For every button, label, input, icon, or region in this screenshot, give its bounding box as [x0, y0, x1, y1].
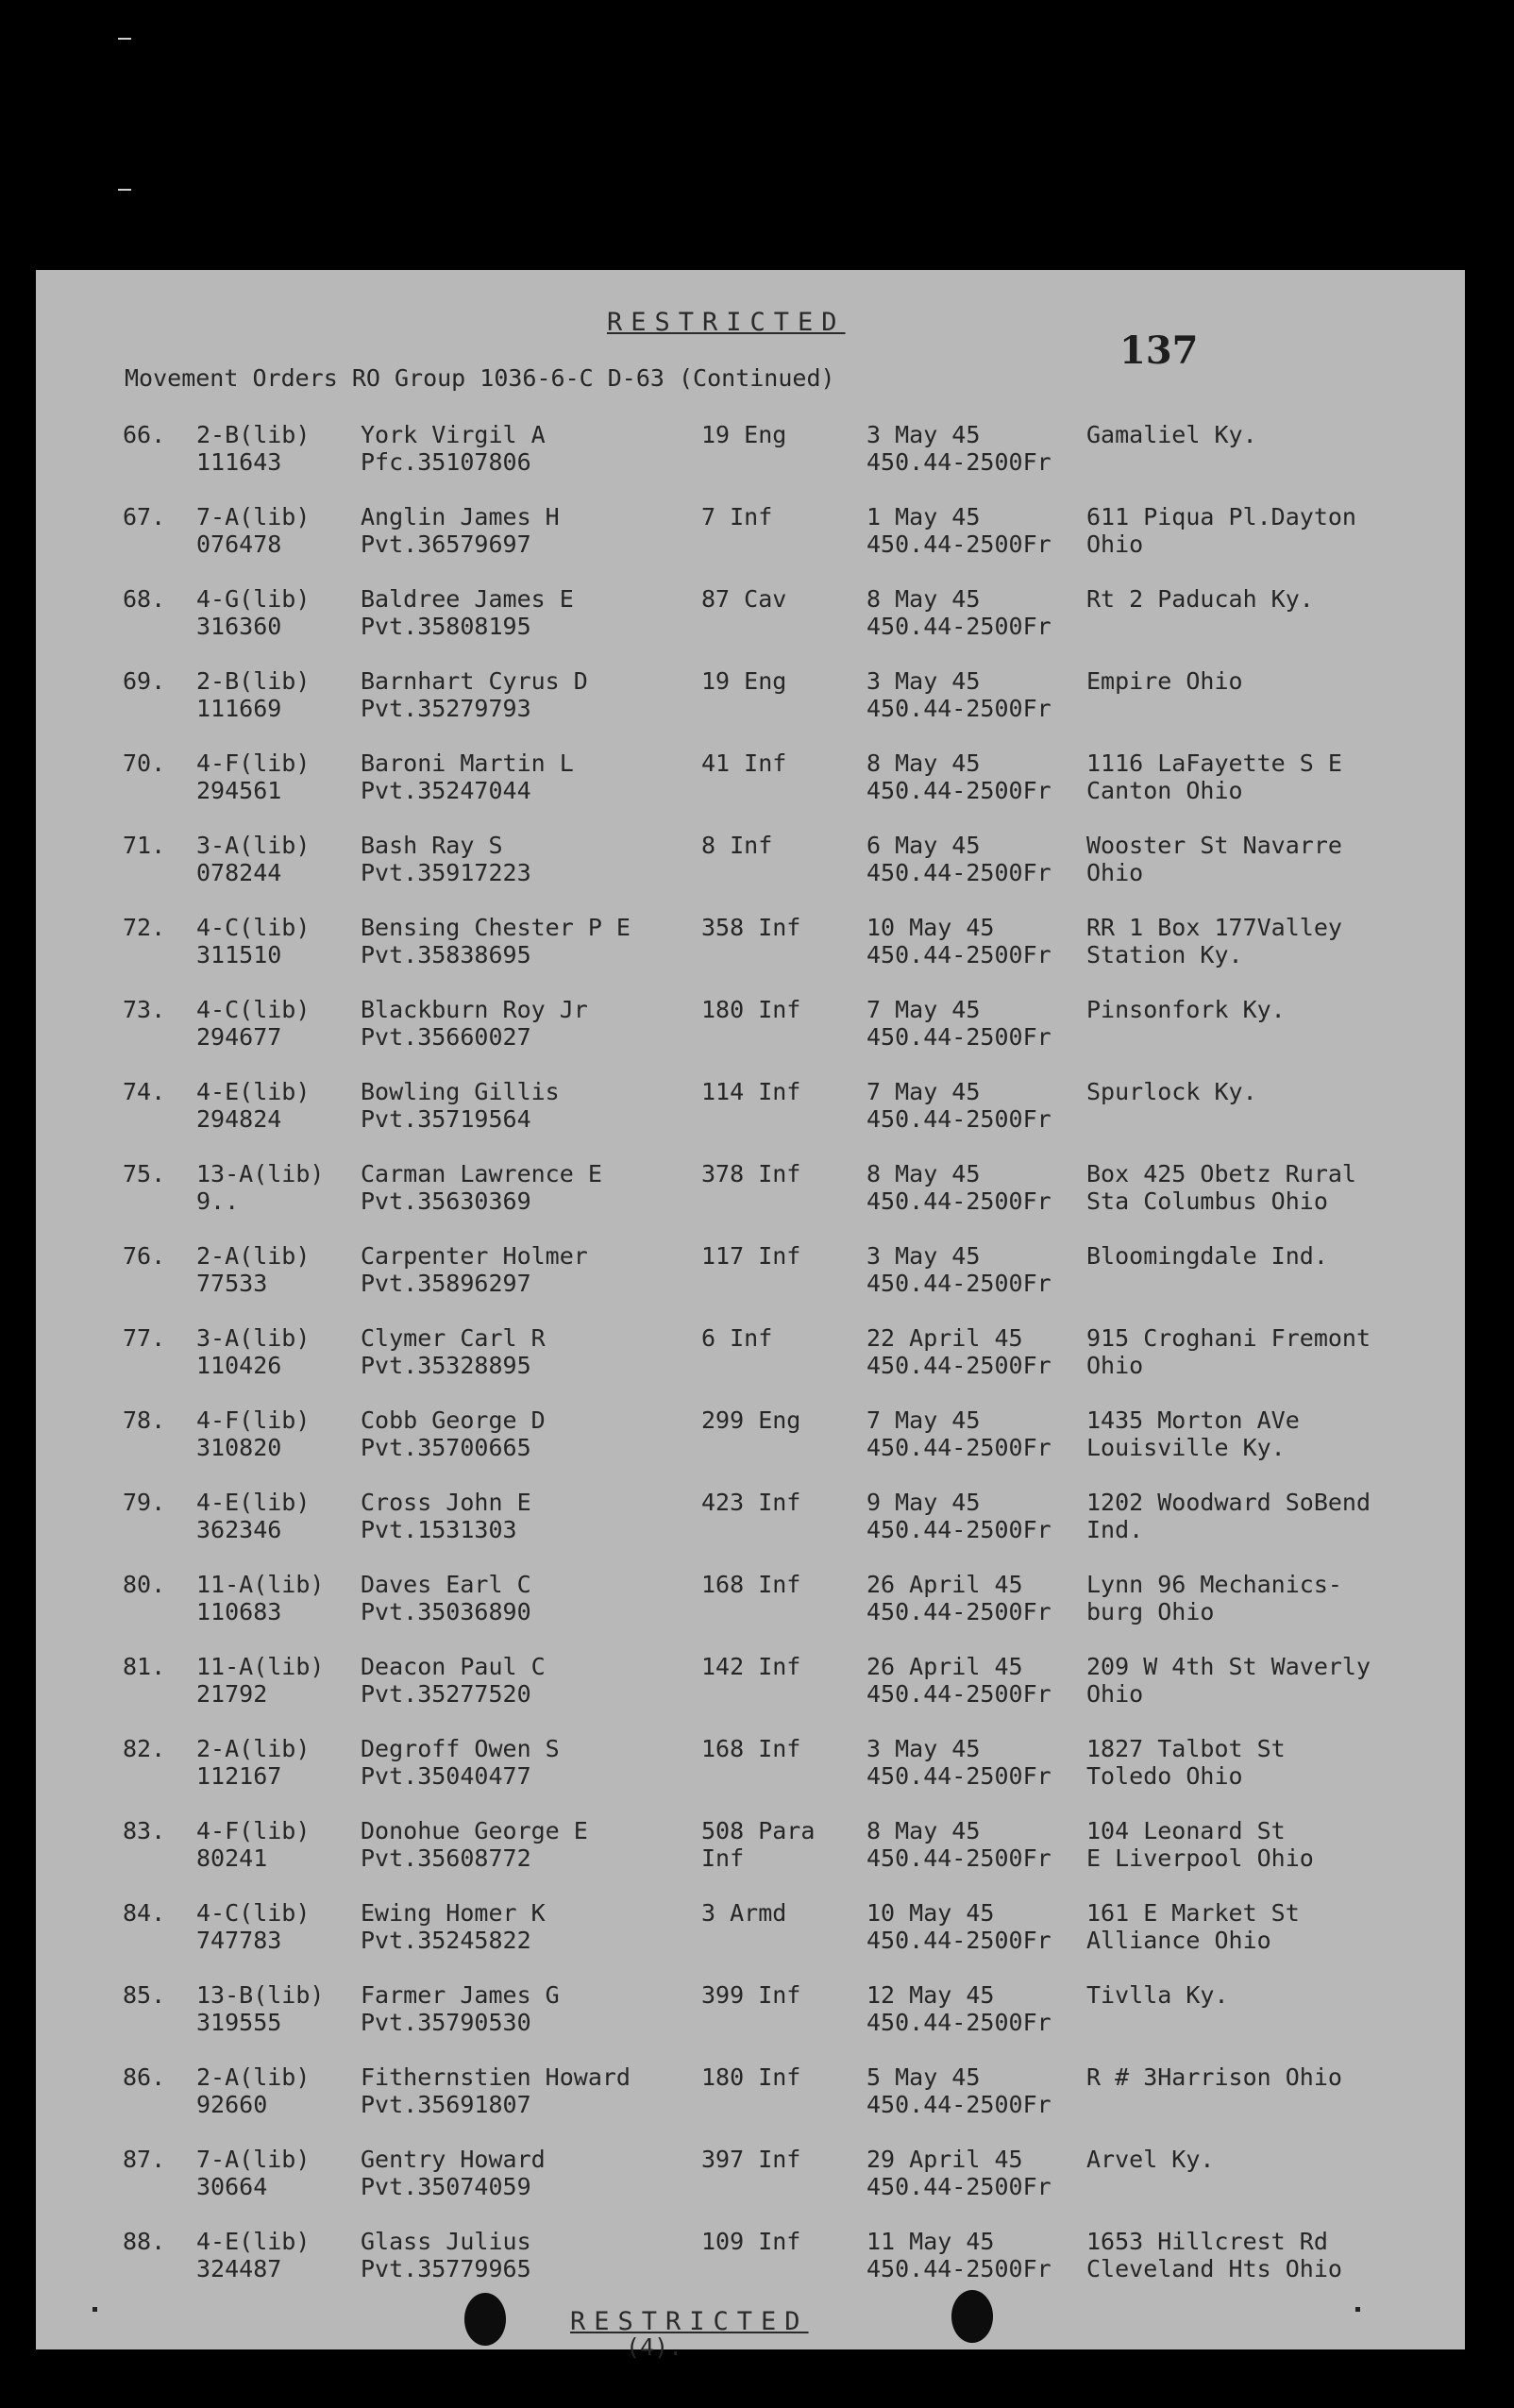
company-serial: 110426: [196, 1352, 282, 1379]
shipment-code: 450.44-2500Fr: [866, 2091, 1051, 2118]
home-address-line1: Wooster St Navarre: [1086, 832, 1342, 859]
entry-number: 68.: [123, 585, 166, 613]
roster-row: [36, 2063, 1465, 2146]
entry-number: 69.: [123, 667, 166, 695]
entry-number: 75.: [123, 1160, 166, 1187]
soldier-name: Ewing Homer K: [361, 1899, 546, 1927]
roster-row: [36, 667, 1465, 749]
home-address-line1: 1827 Talbot St: [1086, 1735, 1286, 1762]
unit-designation: 114 Inf: [701, 1078, 801, 1105]
entry-number: 88.: [123, 2228, 166, 2255]
company-serial: 110683: [196, 1598, 282, 1625]
shipment-code: 450.44-2500Fr: [866, 1434, 1051, 1461]
date-entry: 12 May 45: [866, 1981, 995, 2009]
home-address-line1: RR 1 Box 177Valley: [1086, 914, 1342, 941]
entry-number: 83.: [123, 1817, 166, 1844]
company-code: 13-A(lib): [196, 1160, 325, 1187]
company-code: 2-B(lib): [196, 667, 311, 695]
company-code: 4-C(lib): [196, 914, 311, 941]
rank-service-number: Pvt.35277520: [361, 1680, 531, 1708]
header-classification: RESTRICTED: [607, 308, 846, 337]
date-entry: 3 May 45: [866, 667, 981, 695]
home-address-line1: 209 W 4th St Waverly: [1086, 1653, 1371, 1680]
company-serial: 316360: [196, 613, 282, 640]
roster-row: [36, 1817, 1465, 1899]
roster-row: [36, 914, 1465, 996]
soldier-name: York Virgil A: [361, 421, 546, 448]
company-serial: 111643: [196, 448, 282, 476]
home-address-line2: Ind.: [1086, 1516, 1144, 1543]
company-serial: 311510: [196, 941, 282, 968]
home-address-line1: Arvel Ky.: [1086, 2146, 1215, 2173]
company-code: 11-A(lib): [196, 1571, 325, 1598]
home-address-line2: Station Ky.: [1086, 941, 1243, 968]
shipment-code: 450.44-2500Fr: [866, 1598, 1051, 1625]
home-address-line2: Louisville Ky.: [1086, 1434, 1286, 1461]
unit-designation: 399 Inf: [701, 1981, 801, 2009]
shipment-code: 450.44-2500Fr: [866, 1516, 1051, 1543]
company-serial: 319555: [196, 2009, 282, 2036]
entry-number: 74.: [123, 1078, 166, 1105]
shipment-code: 450.44-2500Fr: [866, 1352, 1051, 1379]
soldier-name: Farmer James G: [361, 1981, 560, 2009]
rank-service-number: Pvt.35328895: [361, 1352, 531, 1379]
soldier-name: Cross John E: [361, 1489, 531, 1516]
date-entry: 1 May 45: [866, 503, 981, 530]
home-address-line2: Canton Ohio: [1086, 777, 1243, 804]
company-serial: 112167: [196, 1762, 282, 1790]
entry-number: 80.: [123, 1571, 166, 1598]
unit-designation: 397 Inf: [701, 2146, 801, 2173]
shipment-code: 450.44-2500Fr: [866, 1187, 1051, 1215]
unit-designation: 87 Cav: [701, 585, 787, 613]
roster-list: [36, 421, 1465, 2310]
company-code: 4-F(lib): [196, 1406, 311, 1434]
entry-number: 81.: [123, 1653, 166, 1680]
document-page: [36, 270, 1465, 2361]
entry-number: 72.: [123, 914, 166, 941]
home-address-line2: Ohio: [1086, 859, 1144, 886]
home-address-line1: 161 E Market St: [1086, 1899, 1300, 1927]
roster-row: [36, 1242, 1465, 1324]
roster-row: [36, 1653, 1465, 1735]
soldier-name: Glass Julius: [361, 2228, 531, 2255]
roster-row: [36, 1160, 1465, 1242]
rank-service-number: Pvt.35719564: [361, 1105, 531, 1133]
shipment-code: 450.44-2500Fr: [866, 1270, 1051, 1297]
footer-classification: RESTRICTED: [570, 2307, 809, 2336]
rank-service-number: Pvt.35279793: [361, 695, 531, 722]
soldier-name: Barnhart Cyrus D: [361, 667, 588, 695]
rank-service-number: Pvt.1531303: [361, 1516, 517, 1543]
roster-row: [36, 1078, 1465, 1160]
rank-service-number: Pvt.35779965: [361, 2255, 531, 2282]
date-entry: 10 May 45: [866, 914, 995, 941]
shipment-code: 450.44-2500Fr: [866, 777, 1051, 804]
rank-service-number: Pvt.35896297: [361, 1270, 531, 1297]
date-entry: 3 May 45: [866, 1242, 981, 1270]
company-code: 4-C(lib): [196, 1899, 311, 1927]
shipment-code: 450.44-2500Fr: [866, 613, 1051, 640]
home-address-line2: Ohio: [1086, 1352, 1144, 1379]
document-subtitle: Movement Orders RO Group 1036-6-C D-63 (Continued): [125, 364, 835, 392]
company-serial: 294824: [196, 1105, 282, 1133]
home-address-line2: Ohio: [1086, 530, 1144, 558]
punch-hole-right: [951, 2290, 993, 2343]
shipment-code: 450.44-2500Fr: [866, 2173, 1051, 2200]
company-serial: 30664: [196, 2173, 268, 2200]
company-code: 4-E(lib): [196, 1489, 311, 1516]
rank-service-number: Pvt.35608772: [361, 1844, 531, 1872]
rank-service-number: Pvt.35691807: [361, 2091, 531, 2118]
company-code: 2-A(lib): [196, 2063, 311, 2091]
rank-service-number: Pvt.35074059: [361, 2173, 531, 2200]
entry-number: 70.: [123, 749, 166, 777]
shipment-code: 450.44-2500Fr: [866, 1023, 1051, 1051]
home-address-line2: Ohio: [1086, 1680, 1144, 1708]
company-code: 4-E(lib): [196, 2228, 311, 2255]
company-serial: 362346: [196, 1516, 282, 1543]
company-serial: 310820: [196, 1434, 282, 1461]
date-entry: 8 May 45: [866, 1817, 981, 1844]
home-address-line1: 611 Piqua Pl.Dayton: [1086, 503, 1356, 530]
entry-number: 86.: [123, 2063, 166, 2091]
company-code: 4-E(lib): [196, 1078, 311, 1105]
soldier-name: Bash Ray S: [361, 832, 503, 859]
unit-designation: 117 Inf: [701, 1242, 801, 1270]
unit-designation: 142 Inf: [701, 1653, 801, 1680]
roster-row: [36, 1735, 1465, 1817]
home-address-line2: burg Ohio: [1086, 1598, 1215, 1625]
date-entry: 5 May 45: [866, 2063, 981, 2091]
soldier-name: Deacon Paul C: [361, 1653, 546, 1680]
roster-row: [36, 1406, 1465, 1489]
roster-row: [36, 1899, 1465, 1981]
soldier-name: Baroni Martin L: [361, 749, 574, 777]
company-serial: 77533: [196, 1270, 268, 1297]
company-code: 2-A(lib): [196, 1735, 311, 1762]
unit-designation: 7 Inf: [701, 503, 773, 530]
shipment-code: 450.44-2500Fr: [866, 2255, 1051, 2282]
date-entry: 7 May 45: [866, 996, 981, 1023]
roster-row: [36, 749, 1465, 832]
rank-service-number: Pvt.36579697: [361, 530, 531, 558]
home-address-line1: Lynn 96 Mechanics-: [1086, 1571, 1342, 1598]
unit-designation: 180 Inf: [701, 2063, 801, 2091]
rank-service-number: Pfc.35107806: [361, 448, 531, 476]
company-code: 4-F(lib): [196, 1817, 311, 1844]
unit-designation: 41 Inf: [701, 749, 787, 777]
footer-page-number: (4).: [626, 2333, 683, 2361]
entry-number: 71.: [123, 832, 166, 859]
rank-service-number: Pvt.35040477: [361, 1762, 531, 1790]
page-number: 137: [1119, 328, 1199, 373]
rank-service-number: Pvt.35247044: [361, 777, 531, 804]
soldier-name: Gentry Howard: [361, 2146, 546, 2173]
margin-mark-lower: [118, 189, 131, 191]
shipment-code: 450.44-2500Fr: [866, 2009, 1051, 2036]
home-address-line1: 1653 Hillcrest Rd: [1086, 2228, 1328, 2255]
unit-designation: 180 Inf: [701, 996, 801, 1023]
unit-designation: 3 Armd: [701, 1899, 787, 1927]
company-code: 4-F(lib): [196, 749, 311, 777]
soldier-name: Bowling Gillis: [361, 1078, 560, 1105]
entry-number: 76.: [123, 1242, 166, 1270]
soldier-name: Anglin James H: [361, 503, 560, 530]
home-address-line1: 1202 Woodward SoBend: [1086, 1489, 1371, 1516]
corner-mark: [1355, 2307, 1360, 2312]
home-address-line2: E Liverpool Ohio: [1086, 1844, 1314, 1872]
entry-number: 73.: [123, 996, 166, 1023]
unit-designation: 6 Inf: [701, 1324, 773, 1352]
rank-service-number: Pvt.35808195: [361, 613, 531, 640]
company-code: 3-A(lib): [196, 832, 311, 859]
rank-service-number: Pvt.35700665: [361, 1434, 531, 1461]
unit-designation-cont: Inf: [701, 1844, 745, 1872]
roster-row: [36, 1571, 1465, 1653]
unit-designation: 423 Inf: [701, 1489, 801, 1516]
roster-row: [36, 421, 1465, 503]
date-entry: 29 April 45: [866, 2146, 1023, 2173]
entry-number: 79.: [123, 1489, 166, 1516]
rank-service-number: Pvt.35790530: [361, 2009, 531, 2036]
shipment-code: 450.44-2500Fr: [866, 530, 1051, 558]
rank-service-number: Pvt.35660027: [361, 1023, 531, 1051]
home-address-line1: Pinsonfork Ky.: [1086, 996, 1286, 1023]
entry-number: 78.: [123, 1406, 166, 1434]
soldier-name: Carman Lawrence E: [361, 1160, 602, 1187]
date-entry: 8 May 45: [866, 585, 981, 613]
entry-number: 77.: [123, 1324, 166, 1352]
corner-mark: [93, 2307, 97, 2312]
company-serial: 294677: [196, 1023, 282, 1051]
rank-service-number: Pvt.35630369: [361, 1187, 531, 1215]
roster-row: [36, 585, 1465, 667]
roster-row: [36, 996, 1465, 1078]
entry-number: 66.: [123, 421, 166, 448]
soldier-name: Donohue George E: [361, 1817, 588, 1844]
date-entry: 26 April 45: [866, 1653, 1023, 1680]
unit-designation: 508 Para: [701, 1817, 816, 1844]
shipment-code: 450.44-2500Fr: [866, 448, 1051, 476]
entry-number: 84.: [123, 1899, 166, 1927]
home-address-line1: Rt 2 Paducah Ky.: [1086, 585, 1314, 613]
soldier-name: Daves Earl C: [361, 1571, 531, 1598]
date-entry: 8 May 45: [866, 749, 981, 777]
roster-row: [36, 2228, 1465, 2310]
shipment-code: 450.44-2500Fr: [866, 1927, 1051, 1954]
company-code: 7-A(lib): [196, 2146, 311, 2173]
company-code: 3-A(lib): [196, 1324, 311, 1352]
shipment-code: 450.44-2500Fr: [866, 941, 1051, 968]
unit-designation: 19 Eng: [701, 667, 787, 695]
company-serial: 21792: [196, 1680, 268, 1708]
date-entry: 7 May 45: [866, 1406, 981, 1434]
company-serial: 078244: [196, 859, 282, 886]
soldier-name: Carpenter Holmer: [361, 1242, 588, 1270]
soldier-name: Bensing Chester P E: [361, 914, 631, 941]
home-address-line1: Bloomingdale Ind.: [1086, 1242, 1328, 1270]
company-code: 4-G(lib): [196, 585, 311, 613]
roster-row: [36, 2146, 1465, 2228]
shipment-code: 450.44-2500Fr: [866, 695, 1051, 722]
company-serial: 80241: [196, 1844, 268, 1872]
company-code: 2-A(lib): [196, 1242, 311, 1270]
date-entry: 22 April 45: [866, 1324, 1023, 1352]
shipment-code: 450.44-2500Fr: [866, 1105, 1051, 1133]
date-entry: 9 May 45: [866, 1489, 981, 1516]
date-entry: 8 May 45: [866, 1160, 981, 1187]
date-entry: 6 May 45: [866, 832, 981, 859]
unit-designation: 109 Inf: [701, 2228, 801, 2255]
entry-number: 82.: [123, 1735, 166, 1762]
shipment-code: 450.44-2500Fr: [866, 1844, 1051, 1872]
home-address-line2: Toledo Ohio: [1086, 1762, 1243, 1790]
company-code: 2-B(lib): [196, 421, 311, 448]
company-serial: 076478: [196, 530, 282, 558]
rank-service-number: Pvt.35917223: [361, 859, 531, 886]
unit-designation: 8 Inf: [701, 832, 773, 859]
punch-hole-left: [464, 2293, 506, 2346]
home-address-line1: R # 3Harrison Ohio: [1086, 2063, 1342, 2091]
soldier-name: Fithernstien Howard: [361, 2063, 631, 2091]
entry-number: 67.: [123, 503, 166, 530]
home-address-line2: Sta Columbus Ohio: [1086, 1187, 1328, 1215]
home-address-line1: 915 Croghani Fremont: [1086, 1324, 1371, 1352]
shipment-code: 450.44-2500Fr: [866, 859, 1051, 886]
company-serial: 324487: [196, 2255, 282, 2282]
home-address-line1: 1435 Morton AVe: [1086, 1406, 1300, 1434]
roster-row: [36, 1489, 1465, 1571]
home-address-line2: Alliance Ohio: [1086, 1927, 1271, 1954]
unit-designation: 299 Eng: [701, 1406, 801, 1434]
unit-designation: 19 Eng: [701, 421, 787, 448]
soldier-name: Cobb George D: [361, 1406, 546, 1434]
unit-designation: 168 Inf: [701, 1571, 801, 1598]
roster-row: [36, 1324, 1465, 1406]
company-code: 13-B(lib): [196, 1981, 325, 2009]
unit-designation: 358 Inf: [701, 914, 801, 941]
home-address-line1: Box 425 Obetz Rural: [1086, 1160, 1356, 1187]
company-code: 11-A(lib): [196, 1653, 325, 1680]
rank-service-number: Pvt.35036890: [361, 1598, 531, 1625]
date-entry: 3 May 45: [866, 421, 981, 448]
margin-mark-top: [118, 38, 131, 40]
home-address-line2: Cleveland Hts Ohio: [1086, 2255, 1342, 2282]
date-entry: 3 May 45: [866, 1735, 981, 1762]
soldier-name: Degroff Owen S: [361, 1735, 560, 1762]
rank-service-number: Pvt.35245822: [361, 1927, 531, 1954]
company-serial: 294561: [196, 777, 282, 804]
unit-designation: 168 Inf: [701, 1735, 801, 1762]
company-serial: 92660: [196, 2091, 268, 2118]
unit-designation: 378 Inf: [701, 1160, 801, 1187]
home-address-line1: Empire Ohio: [1086, 667, 1243, 695]
company-serial: 111669: [196, 695, 282, 722]
company-code: 7-A(lib): [196, 503, 311, 530]
date-entry: 26 April 45: [866, 1571, 1023, 1598]
entry-number: 87.: [123, 2146, 166, 2173]
soldier-name: Baldree James E: [361, 585, 574, 613]
shipment-code: 450.44-2500Fr: [866, 1680, 1051, 1708]
home-address-line1: 104 Leonard St: [1086, 1817, 1286, 1844]
shipment-code: 450.44-2500Fr: [866, 1762, 1051, 1790]
entry-number: 85.: [123, 1981, 166, 2009]
home-address-line1: 1116 LaFayette S E: [1086, 749, 1342, 777]
home-address-line1: Gamaliel Ky.: [1086, 421, 1257, 448]
company-serial: 747783: [196, 1927, 282, 1954]
company-serial: 9..: [196, 1187, 240, 1215]
roster-row: [36, 832, 1465, 914]
date-entry: 7 May 45: [866, 1078, 981, 1105]
home-address-line1: Tivlla Ky.: [1086, 1981, 1229, 2009]
soldier-name: Clymer Carl R: [361, 1324, 546, 1352]
home-address-line1: Spurlock Ky.: [1086, 1078, 1257, 1105]
soldier-name: Blackburn Roy Jr: [361, 996, 588, 1023]
date-entry: 10 May 45: [866, 1899, 995, 1927]
roster-row: [36, 1981, 1465, 2063]
roster-row: [36, 503, 1465, 585]
rank-service-number: Pvt.35838695: [361, 941, 531, 968]
company-code: 4-C(lib): [196, 996, 311, 1023]
date-entry: 11 May 45: [866, 2228, 995, 2255]
